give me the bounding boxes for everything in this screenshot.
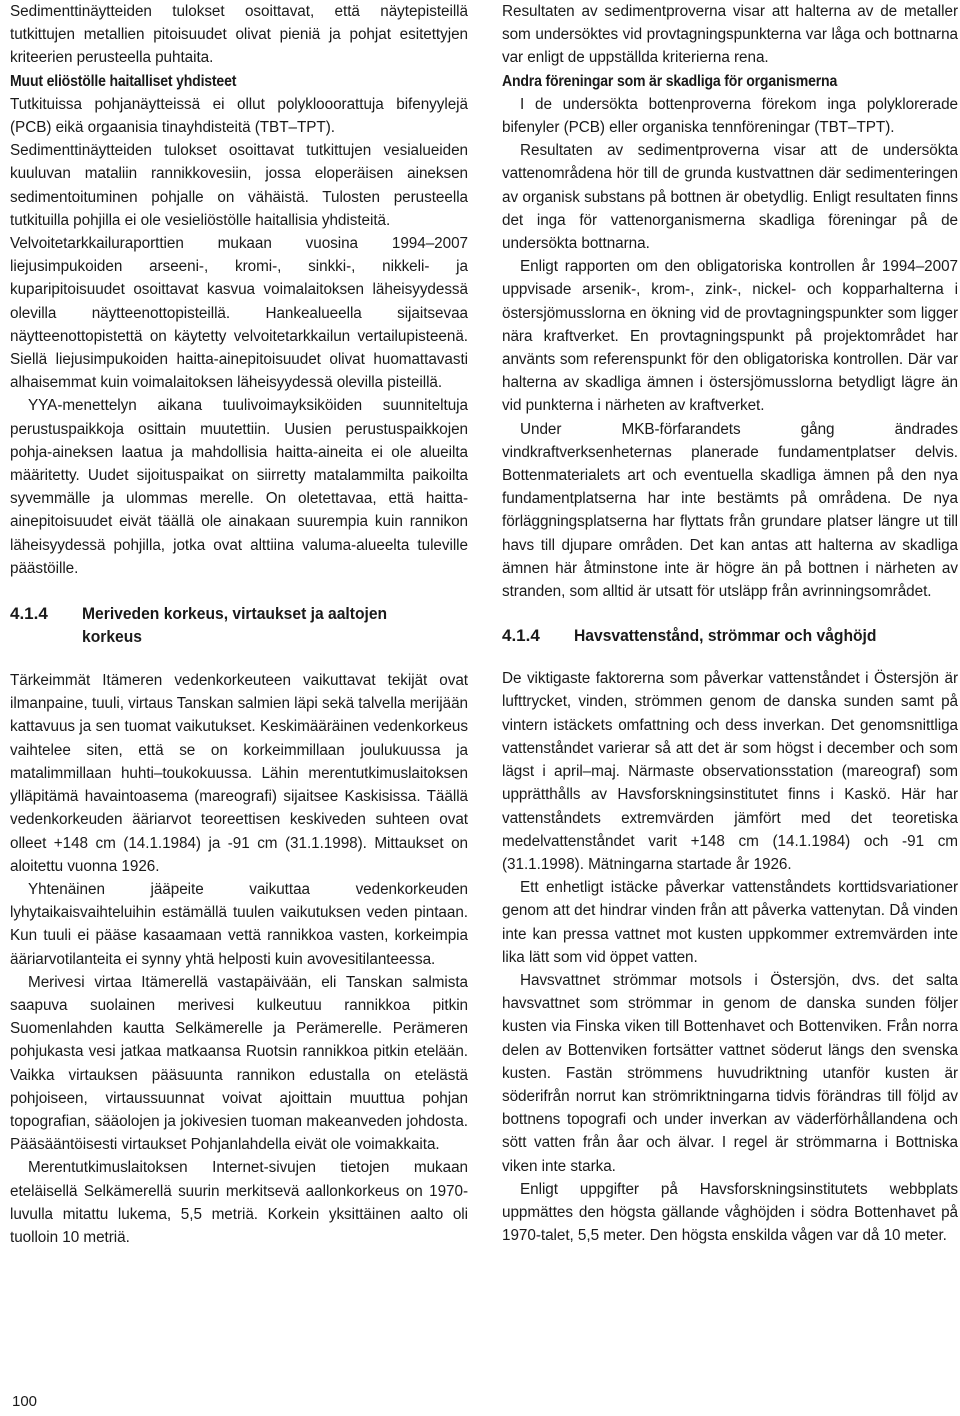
paragraph: Sedimenttinäytteiden tulokset osoittavat tutkittujen vesialueiden kuuluvan mataliin rannikkovesiin, jossa eloperäisen aineksen sedimentoituminen pohjalle on vähäistä. Tulosten perusteella tutkituilla pohjilla ei ole vesieliöstölle haitallisia yhdisteitä. <box>10 142 468 229</box>
subheading: Muut eliöstölle haitalliset yhdisteet <box>10 72 237 90</box>
paragraph: Resultaten av sedimentproverna visar att de undersökta vattenområdena hör till de grunda kustvattnen där sedimenteringen av organisk substans på bottnen är obetydlig. Enligt resultaten finns det inga för vattenorganismerna skadliga föreningar på de undersökta bottnarna. <box>502 142 958 253</box>
paragraph: Resultaten av sedimentproverna visar att halterna av de metaller som undersöktes vid provtagningspunkterna var låga och bottnarna var enligt de uppställda kriterierna rena. <box>502 3 958 67</box>
paragraph: I de undersökta bottenproverna förekom inga polyklorerade bifenyler (PCB) eller organiska tennföreningar (TBT–TPT). <box>502 95 958 137</box>
paragraph: Merivesi virtaa Itämerellä vastapäivään, eli Tanskan salmista saapuva suolainen merivesi kulkeutuu rannikkoa pitkin Suomenlahden kautta Selkämerelle ja Perämerelle. Perämeren pohjukasta vesi jatkaa matkaansa Ruotsin rannikkoa pitkin etelään. Vaikka virtauksen pääsuunta rannikon edustalla on etelästä pohjoiseen, virtaussuunnat voivat ajoittain muuttua pohjan topografian, sääolojen ja jokivesien tuoman makeanveden johdosta. Pääsääntöisesti virtaukset Pohjanlahdella eivät ole voimakkaita. <box>10 973 468 1154</box>
section-heading <box>10 602 468 648</box>
subheading: Andra föreningar som är skadliga för organismerna <box>502 72 838 90</box>
paragraph: De viktigaste faktorerna som påverkar vattenståndet i Östersjön är lufttrycket, vinden, strömmen genom de danska sunden samt på vintern istäckets omfattning och dess inverkan. Det genomsnittliga vattenståndet varierar så att det är som högst i december och som lägst i april–maj. Närmaste observationsstation (mareograf) som upprätthålls av Havsforskningsinstitutet finns i Kaskö. Här har vattenståndets extremvärden jämfört med det teoretiska medelvattenståndet varit +148 cm (14.1.1984) och -91 cm (31.1.1998). Mätningarna startade år 1926. <box>502 670 958 873</box>
paragraph: Enligt uppgifter på Havsforskningsinstitutets webbplats uppmättes den högsta gällande våghöjden i södra Bottenhavet på 1970-talet, 5,5 meter. Den högsta enskilda vågen var då 10 meter. <box>502 1180 958 1245</box>
section-title-line: korkeus <box>82 627 142 647</box>
section-title: Havsvattenstånd, strömmar och våghöjd <box>574 626 877 646</box>
section-heading <box>502 624 958 647</box>
finnish-column <box>10 0 468 1249</box>
section-title <box>82 602 387 648</box>
paragraph: Velvoitetarkkailuraporttien mukaan vuosina 1994–2007 liejusimpukoiden arseeni-, kromi-, sinkki-, nikkeli- ja kuparipitoisuudet osoittavat kasvua voimalaitoksen läheisyydessä olevilla näytteenottopisteillä. Hankealueella sijaitsevaa näytteenottopistettä on käytetty velvoitetarkkailun vertailupisteenä. Siellä liejusimpukoiden haitta-ainepitoisuudet olivat huomattavasti alhaisemmat kuin voimalaitoksen läheisyydessä olevilla pisteillä. <box>10 235 468 392</box>
paragraph: Merentutkimuslaitoksen Internet-sivujen tietojen mukaan eteläisellä Selkämerellä suurin merkitsevä aallonkorkeus on 1970-luvulla mitattu lukema, 5,5 metriä. Korkein yksittäinen aalto oli tuolloin 10 metriä. <box>10 1159 468 1246</box>
paragraph: Havsvattnet strömmar motsols i Östersjön, dvs. det salta havsvattnet som strömmar in genom de danska sunden följer kusten via Finska viken till Bottenhavet och Bottenviken. Från norra delen av Bottenviken fortsätter vattnet söderut längs den svenska kusten. Fastän strömmens huvudriktning utanför kusten är söderifrån norrut kan strömriktningarna tidvis förändras till följd av bottnens topografi och under inverkan av väderförhållandena och sött vatten från åar och älvar. I regel är strömmarna i Bottniska viken inte starka. <box>502 971 958 1175</box>
paragraph: Sedimenttinäytteiden tulokset osoittavat, että näytepisteillä tutkittujen metallien pitoisuudet olivat pieniä ja pohjat esitettyjen kriteerien perusteella puhtaita. <box>10 3 468 67</box>
section-title-line: Meriveden korkeus, virtaukset ja aaltojen <box>82 604 388 624</box>
swedish-column <box>502 0 958 1247</box>
page-number: 100 <box>12 1393 38 1410</box>
paragraph: Under MKB-förfarandets gång ändrades vindkraftverksenheternas planerade fundamentplatser delvis. Bottenmaterialets art och eventuella skadliga ämnen på den nya fundamentplatserna har inte bestämts på områdena. De nya förläggningsplatserna har flyttats från grundare platser längre ut till havs till djupare områden. Det kan antas att halterna av skadliga ämnen här åtminstone inte är högre än på bottnen i närheten av stranden, som alltid är utsatt för utsläpp från avrinningsområdet. <box>502 420 958 601</box>
paragraph: Tutkituissa pohjanäytteissä ei ollut polyklooorattuja bifenyylejä (PCB) eikä orgaanisia tinayhdisteitä (TBT–TPT). <box>10 95 468 137</box>
paragraph: Enligt rapporten om den obligatoriska kontrollen år 1994–2007 uppvisade arsenik-, krom-, zink-, nickel- och kopparhalterna i östersjömusslorna en ökning vid de provtagningspunkter som ligger nära kraftverket. En provtagningspunkt på projektområdet har använts som referenspunkt för den obligatoriska kontrollen. Där var halterna av skadliga ämnen i östersjömusslorna betydligt lägre än vid punkterna i närheten av kraftverket. <box>502 258 958 415</box>
section-number: 4.1.4 <box>10 604 48 624</box>
paragraph: YYA-menettelyn aikana tuulivoimayksiköiden suunniteltuja perustuspaikkoja osittain muutettiin. Uusien perustuspaikkojen pohja-aineksen laatua ja mahdollisia haitta-aineita ei ole alueilta määritetty. Uudet sijoituspaikat on siirretty matalammilta paikoilta syvemmälle ja ulommas merelle. On oletettavaa, että haitta-ainepitoisuudet eivät täällä ole ainakaan suurempia kuin rannikon läheisyydessä pohjilla, jotka ovat alttiina valuma-alueelta tuleville päästöille. <box>10 397 468 577</box>
paragraph: Ett enhetligt istäcke påverkar vattenståndets korttidsvariationer genom att det hindrar vinden från att påverka vattenytan. Då vinden inte kan pressa vattnet mot kusten uppkommer extremvärden inte lika lätt som vid öppet vatten. <box>502 879 958 966</box>
paragraph: Tärkeimmät Itämeren vedenkorkeuteen vaikuttavat tekijät ovat ilmanpaine, tuuli, virtaus Tanskan salmien läpi sekä talvella merijään kattavuus ja sen tuomat vaikutukset. Keskimääräinen vedenkorkeus vaihtelee siten, että se on korkeimmillaan joulukuussa ja matalimmillaan huhti–toukokuussa. Lähin merentutkimuslaitoksen ylläpitämä havaintoasema (mareografi) sijaitsee Kaskisissa. Täällä vedenkorkeuden ääriarvot teoreettisen keskiveden suhteen ovat olleet +148 cm (14.1.1984) ja -91 cm (31.1.1998). Mittaukset on aloitettu vuonna 1926. <box>10 672 468 875</box>
paragraph: Yhtenäinen jääpeite vaikuttaa vedenkorkeuden lyhytaikaisvaihteluihin estämällä tuulen vaikutuksen veden pintaan. Kun tuuli ei pääse kasaamaan vettä rannikkoa vasten, korkeimpia ääriarvotilanteita ei synny yhtä helposti kuin avovesitilanteessa. <box>10 880 468 968</box>
section-number: 4.1.4 <box>502 626 540 646</box>
